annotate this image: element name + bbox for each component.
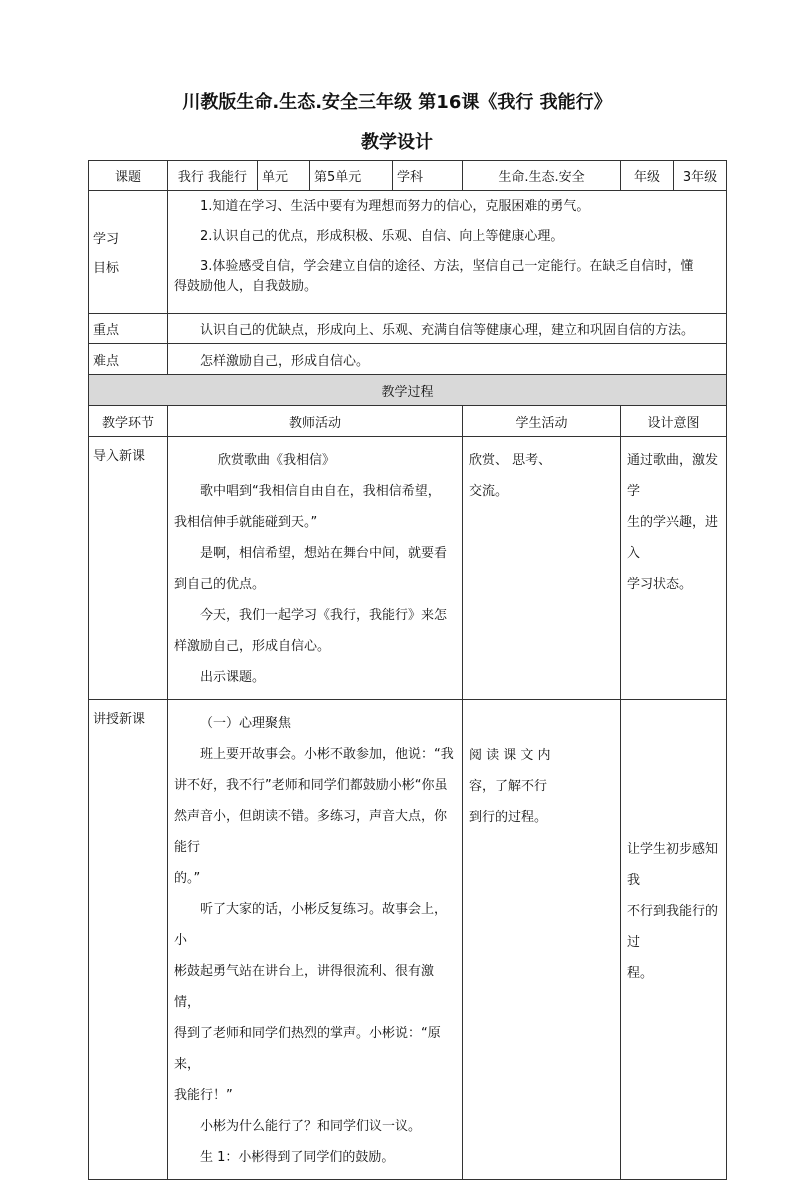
objectives-label [89,191,168,314]
unit-value: 第5单元 [310,161,393,191]
subject-value: 生命.生态.安全 [463,161,621,191]
column-stage: 教学环节 [89,406,168,437]
intent-line: 程。 [627,966,654,981]
lesson-row-new [89,700,727,1180]
difficulty-text: 怎样激励自己，形成自信心。 [168,344,727,375]
student-line: 容，了解不行 [469,779,548,794]
teacher-activity-new [168,700,463,1180]
topic-value: 我行 我能行 [168,161,258,191]
objective-item-3-line1: 3.体验感受自信，学会建立自信的途径、方法，坚信自己一定能行。在缺乏自信时，懂 [200,259,694,274]
objective-item-3-line2: 得鼓励他人，自我鼓励。 [174,279,318,294]
process-header-row [89,375,727,406]
teacher-line: 然声音小，但朗读不错。多练习，声音大点，你能行 [174,809,448,855]
unit-label: 单元 [258,161,310,191]
objective-item-1: 1.知道在学习、生活中要有为理想而努力的信心，克服困难的勇气。 [200,199,590,214]
document-subtitle: 教学设计 [361,132,433,153]
process-header: 教学过程 [89,375,727,406]
subject-label: 学科 [393,161,463,191]
info-row [89,161,727,191]
teacher-line: 生 1：小彬得到了同学们的鼓励。 [200,1150,395,1165]
student-line: 交流。 [469,484,509,499]
teacher-line: 班上要开故事会。小彬不敢参加，他说：“我 [200,747,454,762]
teacher-line: 的。” [174,871,201,886]
objective-item-2: 2.认识自己的优点，形成积极、乐观、自信、向上等健康心理。 [200,229,564,244]
design-intent-new [621,700,727,1180]
lesson-row-intro [89,437,727,700]
objectives-label-line2: 目标 [93,261,120,276]
teacher-activity-intro [168,437,463,700]
teacher-line: 讲不好，我不行”老师和同学们都鼓励小彬“你虽 [174,778,448,793]
objectives-label-line1: 学习 [93,232,120,247]
teacher-line: 欣赏歌曲《我相信》 [218,453,336,468]
teacher-line: 是啊，相信希望，想站在舞台中间，就要看 [200,546,448,561]
grade-value: 3年级 [674,161,727,191]
teacher-line: 样激励自己，形成自信心。 [174,639,331,654]
teacher-line: 我相信伸手就能碰到天。” [174,515,318,530]
student-line: 欣赏、 思考、 [469,453,552,468]
teacher-line: 今天，我们一起学习《我行，我能行》来怎 [200,608,448,623]
key-point-label: 重点 [89,314,168,344]
student-activity-new [463,700,621,1180]
intent-line: 不行到我能行的过 [627,904,719,950]
lesson-plan-table [88,160,727,1180]
column-student: 学生活动 [463,406,621,437]
teacher-line: 听了大家的话，小彬反复练习。故事会上，小 [174,902,448,948]
teacher-line: 到自己的优点。 [174,577,266,592]
key-point-row [89,314,727,344]
column-teacher: 教师活动 [168,406,463,437]
teacher-line: 歌中唱到“我相信自由自在，我相信希望， [200,484,441,499]
stage-intro: 导入新课 [89,437,168,700]
student-activity-intro [463,437,621,700]
student-line: 阅 读 课 文 内 [469,748,551,763]
intent-line: 学习状态。 [627,577,693,592]
teacher-line: 得到了老师和同学们热烈的掌声。小彬说：“原来， [174,1026,441,1072]
key-point-text: 认识自己的优缺点，形成向上、乐观、充满自信等健康心理，建立和巩固自信的方法。 [168,314,727,344]
intent-line: 让学生初步感知我 [627,842,719,888]
teacher-line: （一）心理聚焦 [200,716,292,731]
difficulty-label: 难点 [89,344,168,375]
grade-label: 年级 [621,161,674,191]
column-intent: 设计意图 [621,406,727,437]
column-header-row [89,406,727,437]
objectives-content [168,191,727,314]
teacher-line: 小彬为什么能行了？和同学们议一议。 [200,1119,422,1134]
objectives-row [89,191,727,314]
teacher-line: 我能行！” [174,1088,233,1103]
topic-label: 课题 [89,161,168,191]
teacher-line: 出示课题。 [200,670,266,685]
teacher-line: 彬鼓起勇气站在讲台上，讲得很流利、很有激情， [174,964,435,1010]
document-title: 川教版生命.生态.安全三年级 第16课《我行 我能行》 [182,92,612,113]
student-line: 到行的过程。 [469,810,548,825]
intent-line: 生的学兴趣，进入 [627,515,719,561]
stage-new: 讲授新课 [89,700,168,1180]
difficulty-row [89,344,727,375]
intent-line: 通过歌曲，激发学 [627,453,719,499]
design-intent-intro [621,437,727,700]
